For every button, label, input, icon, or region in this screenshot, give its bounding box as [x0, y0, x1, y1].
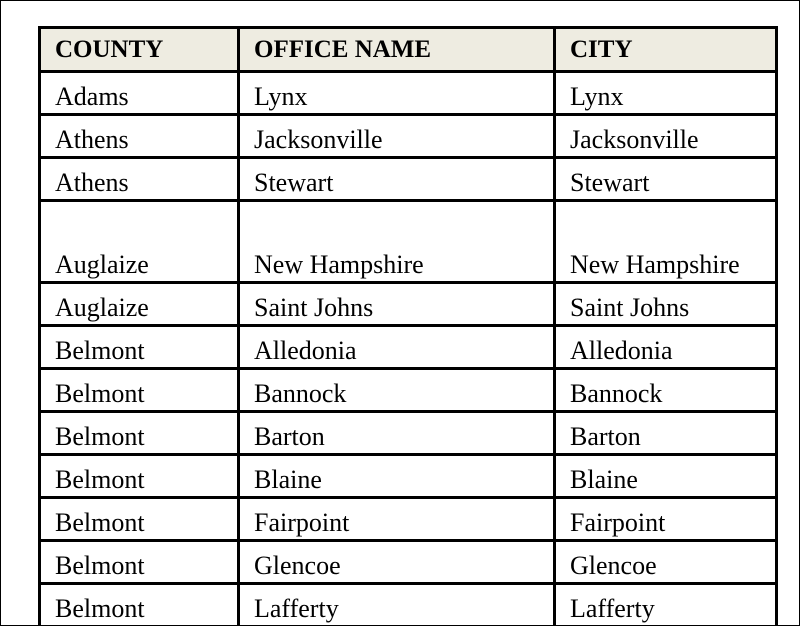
county-cell: Belmont — [40, 541, 239, 584]
table-row — [40, 498, 777, 541]
city-cell: Fairpoint — [555, 498, 777, 541]
table-row — [40, 541, 777, 584]
office-name-cell: Bannock — [239, 369, 555, 412]
city-cell: Bannock — [555, 369, 777, 412]
office-name-cell: Blaine — [239, 455, 555, 498]
office-name-cell: Fairpoint — [239, 498, 555, 541]
table-row — [40, 584, 777, 626]
office-name-cell: Barton — [239, 412, 555, 455]
table-header-row — [40, 28, 777, 72]
table-row — [40, 369, 777, 412]
city-cell: Glencoe — [555, 541, 777, 584]
city-cell: Saint Johns — [555, 283, 777, 326]
county-cell: Belmont — [40, 584, 239, 626]
post-office-table — [38, 26, 778, 626]
office-name-cell: Lafferty — [239, 584, 555, 626]
table-row — [40, 412, 777, 455]
county-cell: Athens — [40, 158, 239, 201]
county-cell: Auglaize — [40, 201, 239, 283]
table-row — [40, 115, 777, 158]
county-cell: Belmont — [40, 326, 239, 369]
table-row — [40, 283, 777, 326]
city-cell: Alledonia — [555, 326, 777, 369]
county-cell: Auglaize — [40, 283, 239, 326]
table-row — [40, 326, 777, 369]
column-header-office-name: OFFICE NAME — [239, 28, 555, 72]
city-cell: Stewart — [555, 158, 777, 201]
office-name-cell: Glencoe — [239, 541, 555, 584]
city-cell: Blaine — [555, 455, 777, 498]
county-cell: Belmont — [40, 498, 239, 541]
office-name-cell: Jacksonville — [239, 115, 555, 158]
office-name-cell: Alledonia — [239, 326, 555, 369]
county-cell: Athens — [40, 115, 239, 158]
office-name-cell: Saint Johns — [239, 283, 555, 326]
table-row — [40, 455, 777, 498]
city-cell: Jacksonville — [555, 115, 777, 158]
county-cell: Belmont — [40, 412, 239, 455]
county-cell: Belmont — [40, 369, 239, 412]
city-cell: New Hampshire — [555, 201, 777, 283]
city-cell: Barton — [555, 412, 777, 455]
county-cell: Adams — [40, 72, 239, 115]
office-name-cell: New Hampshire — [239, 201, 555, 283]
column-header-county: COUNTY — [40, 28, 239, 72]
office-name-cell: Stewart — [239, 158, 555, 201]
county-cell: Belmont — [40, 455, 239, 498]
city-cell: Lafferty — [555, 584, 777, 626]
table-row — [40, 158, 777, 201]
table-row — [40, 72, 777, 115]
column-header-city: CITY — [555, 28, 777, 72]
table-row — [40, 201, 777, 283]
office-name-cell: Lynx — [239, 72, 555, 115]
city-cell: Lynx — [555, 72, 777, 115]
